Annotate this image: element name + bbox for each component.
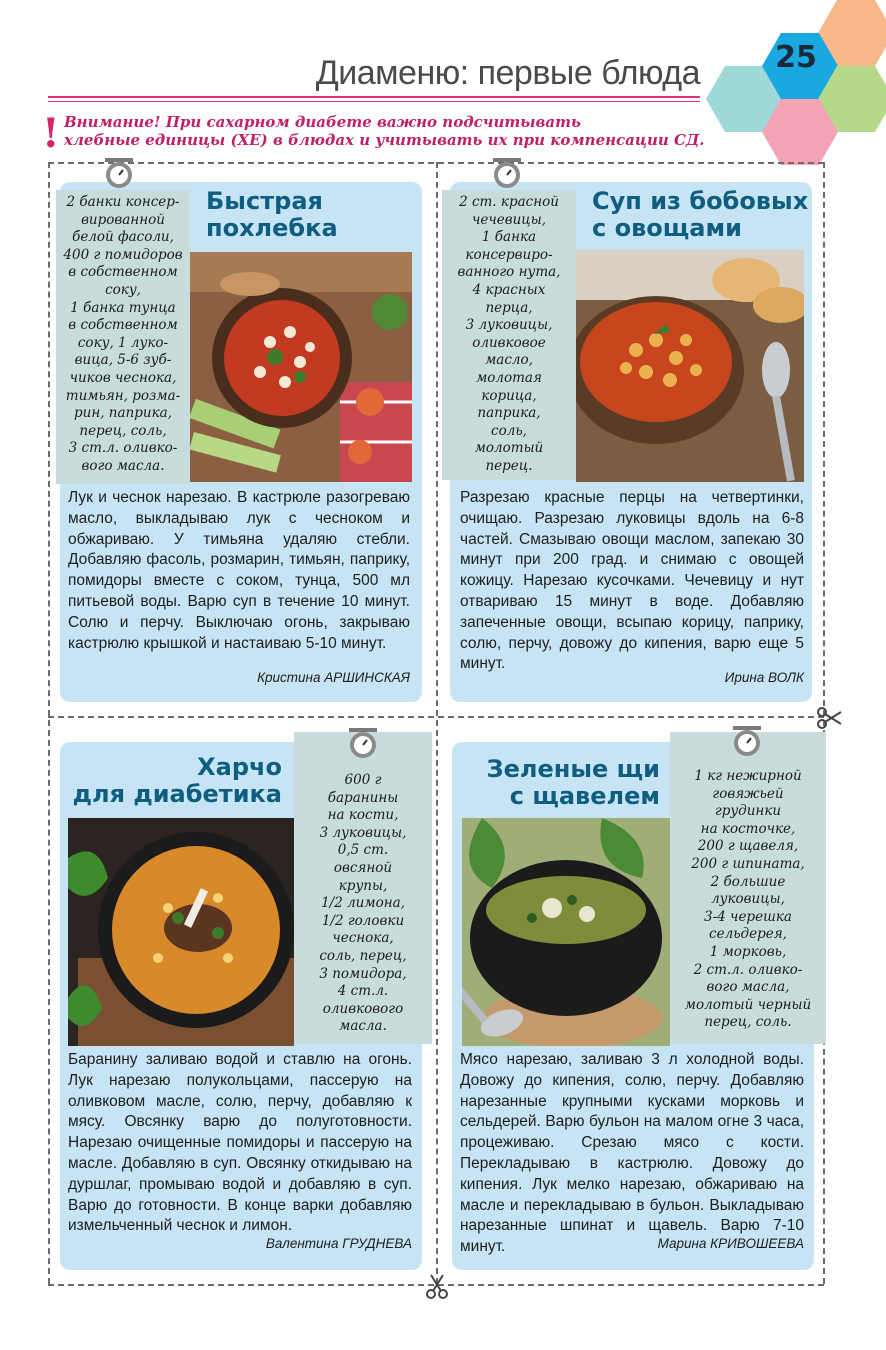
warning-line-1: Внимание! При сахарном диабете важно подсчитывать (64, 113, 581, 131)
cut-line-center (436, 162, 438, 1284)
recipe-author-4: Марина КРИВОШЕЕВА (657, 1236, 804, 1251)
warning-exclamation-icon: ! (42, 110, 60, 157)
page-number: 25 (775, 40, 817, 75)
page-title: Диаменю: первые блюда (315, 54, 700, 92)
kitchen-scale-icon (102, 156, 136, 190)
recipe-title-2: Суп из бобовых с овощами (592, 187, 809, 242)
ingredients-3: 600 г баранины на кости, 3 луковицы, 0,5 ст. овсяной крупы, 1/2 лимона, 1/2 головки чеснока, соль, перец, 3 помидора, 4 ст.л. оливкового масла. (294, 732, 432, 1044)
recipe-author-2: Ирина ВОЛК (724, 670, 804, 685)
kitchen-scale-icon-2 (490, 156, 524, 190)
recipe-title-3: Харчо для диабетика (72, 753, 282, 808)
recipe-method-1: Лук и чеснок нарезаю. В кастрюле разогреваю масло, выкладываю лук с чесноком и обжариваю. У тимьяна удаляю стебли. Добавляю фасоль, розмарин, тимьян, паприку, помидоры вместе с соком, тунца, 500 мл питьевой воды. Варю суп в течение 10 минут. Солю и перчу. Выключаю огонь, закрываю кастрюлю крышкой и настаиваю 5-10 минут. (68, 489, 410, 652)
ingredients-1: 2 банки консер- вированной белой фасоли, 400 г помидоров в собственном соку, 1 банка тунца в собственном соку, 1 луко- вица, 5-6 зуб- чиков чеснока, тимьян, розма- рин, паприка, перец, соль, 3 ст.л. оливко- вого масла. (56, 190, 190, 484)
warning-text (64, 113, 764, 149)
recipe-photo-2 (576, 250, 804, 482)
scissors-icon-bottom (424, 1274, 450, 1300)
header-divider (48, 96, 700, 98)
recipe-photo-3 (68, 818, 294, 1046)
header-divider-thin (48, 101, 700, 102)
recipe-title-4: Зеленые щи с щавелем (486, 755, 660, 810)
recipe-title-1: Быстрая похлебка (206, 187, 338, 242)
kitchen-scale-icon-4 (730, 724, 764, 758)
ingredients-2: 2 ст. красной чечевицы, 1 банка консервиро- ванного нута, 4 красных перца, 3 луковицы, оливковое масло, молотая корица, паприка, соль, молотый перец. (442, 190, 576, 480)
warning-line-2: хлебные единицы (ХЕ) в блюдах и учитывать их при компенсации СД. (64, 131, 705, 149)
recipe-author-3: Валентина ГРУДНЕВА (265, 1236, 412, 1251)
recipe-method-4: Мясо нарезаю, заливаю 3 л холодной воды. Довожу до кипения, солю, перчу. Добавляю нарезанные крупными кусками морковь и сельдерей. Варю бульон на малом огне 3 часа, процеживаю. Срезаю мясо с кости. Перекладываю в кастрюлю. Довожу до кипения. Лук мелко нарезаю, обжариваю на масле и перекладываю в бульон. Выкладываю нарезанные шпинат и щавель. Варю 7-10 минут. (460, 1051, 804, 1256)
kitchen-scale-icon-3 (346, 726, 380, 760)
recipe-author-1: Кристина АРШИНСКАЯ (257, 670, 410, 685)
recipe-method-3: Баранину заливаю водой и ставлю на огонь. Лук нарезаю полукольцами, пассерую на оливковом масле, солю, перчу, добавляю к мясу. Овсянку варю до полуготовности. Нарезаю очищенные помидоры и пассерую на масле. Добавляю в суп. Овсянку откидываю на дуршлаг, промываю водой и добавляю в суп. Варю до готовности. В конце варки добавляю измельченный чеснок и лимон. (68, 1051, 412, 1235)
recipe-photo-1 (190, 252, 412, 482)
ingredients-4: 1 кг нежирной говяжьей грудинки на косточке, 200 г щавеля, 200 г шпината, 2 большие луковицы, 3-4 черешка сельдерея, 1 морковь, 2 ст.л. оливко- вого масла, молотый черный перец, соль. (670, 732, 826, 1044)
cut-line-left (48, 162, 50, 1284)
recipe-photo-4 (462, 818, 670, 1046)
recipe-method-2: Разрезаю красные перцы на четвертинки, очищаю. Разрезаю луковицы вдоль на 6-8 частей. Смазываю овощи маслом, запекаю 30 минут при 200 град. и снимаю с овощей кожицу. Нарезаю кусочками. Чечевицу и нут отвариваю 15 минут в воде. Добавляю запеченные овощи, всыпаю корицу, паприку, солю, перчу, довожу до кипения, варю еще 5 минут. (460, 489, 804, 673)
scissors-icon (816, 706, 842, 732)
